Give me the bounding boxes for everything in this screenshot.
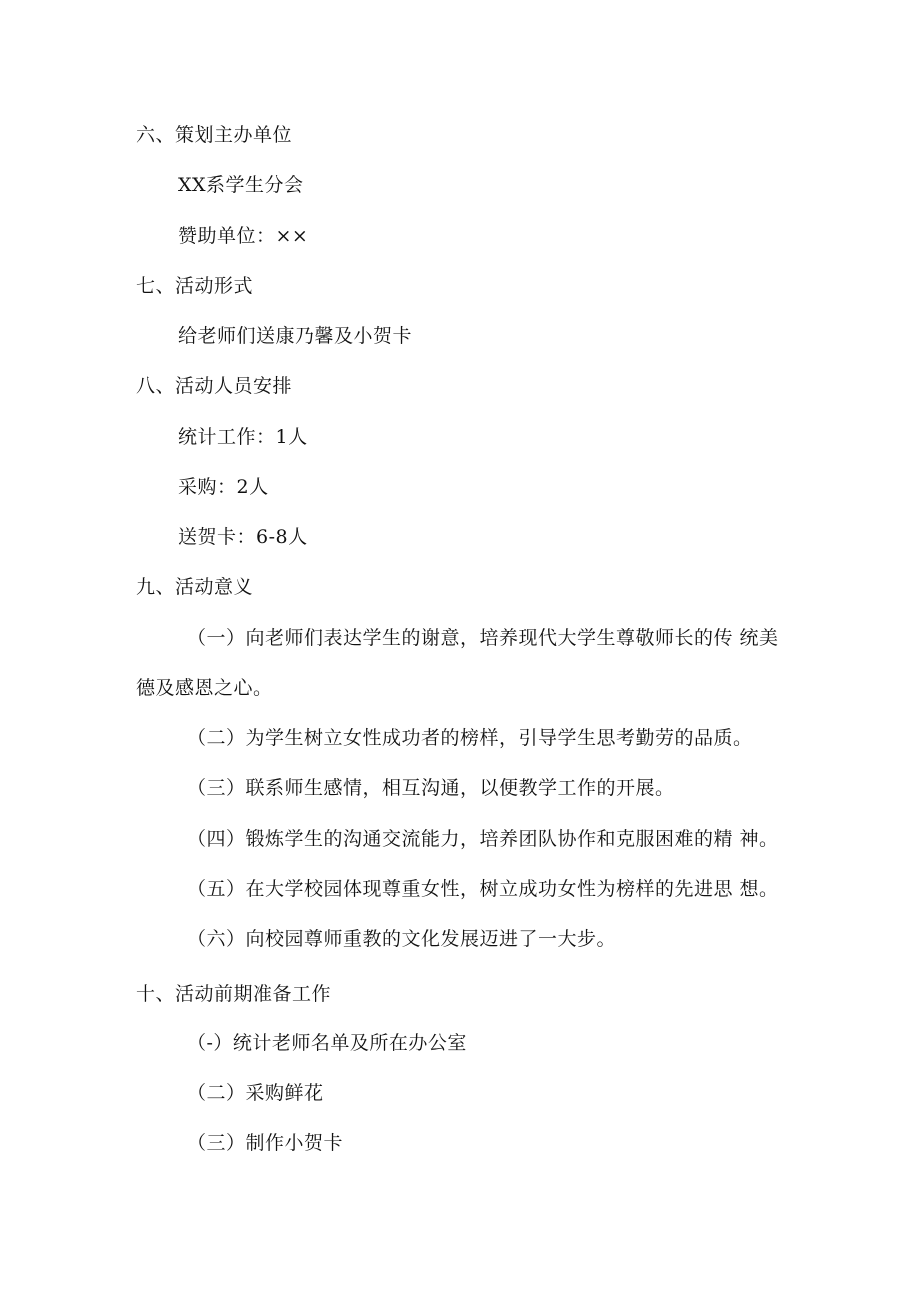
staff-purchasing-text: 采购：2人: [178, 476, 269, 498]
sponsor-text: 赞助单位：××: [178, 225, 309, 247]
section-heading-10: 十、活动前期准备工作: [136, 983, 332, 1005]
preparation-item-3: （三）制作小贺卡: [187, 1132, 344, 1154]
staff-card-delivery-text: 送贺卡：6-8人: [178, 526, 308, 548]
section-heading-8: 八、活动人员安排: [136, 375, 293, 397]
preparation-item-1: （-）统计老师名单及所在办公室: [187, 1032, 467, 1054]
organizer-text: XX系学生分会: [178, 174, 304, 196]
significance-item-3: （三）联系师生感情，相互沟通，以便教学工作的开展。: [187, 777, 675, 799]
activity-form-text: 给老师们送康乃馨及小贺卡: [178, 325, 413, 347]
significance-item-1-line-2: 德及感恩之心。: [136, 677, 273, 699]
significance-item-6: （六）向校园尊师重教的文化发展迈进了一大步。: [187, 928, 617, 950]
significance-item-1-line-1: （一）向老师们表达学生的谢意，培养现代大学生尊敬师长的传 统美: [187, 627, 779, 649]
section-heading-7: 七、活动形式: [136, 275, 254, 297]
preparation-item-2: （二）采购鲜花: [187, 1082, 324, 1104]
significance-item-5: （五）在大学校园体现尊重女性，树立成功女性为榜样的先进思 想。: [187, 878, 779, 900]
significance-item-2: （二）为学生树立女性成功者的榜样，引导学生思考勤劳的品质。: [187, 727, 753, 749]
section-heading-9: 九、活动意义: [136, 576, 254, 598]
staff-statistics-text: 统计工作：1人: [178, 426, 308, 448]
significance-item-4: （四）锻炼学生的沟通交流能力，培养团队协作和克服困难的精 神。: [187, 828, 779, 850]
section-heading-6: 六、策划主办单位: [136, 124, 293, 146]
